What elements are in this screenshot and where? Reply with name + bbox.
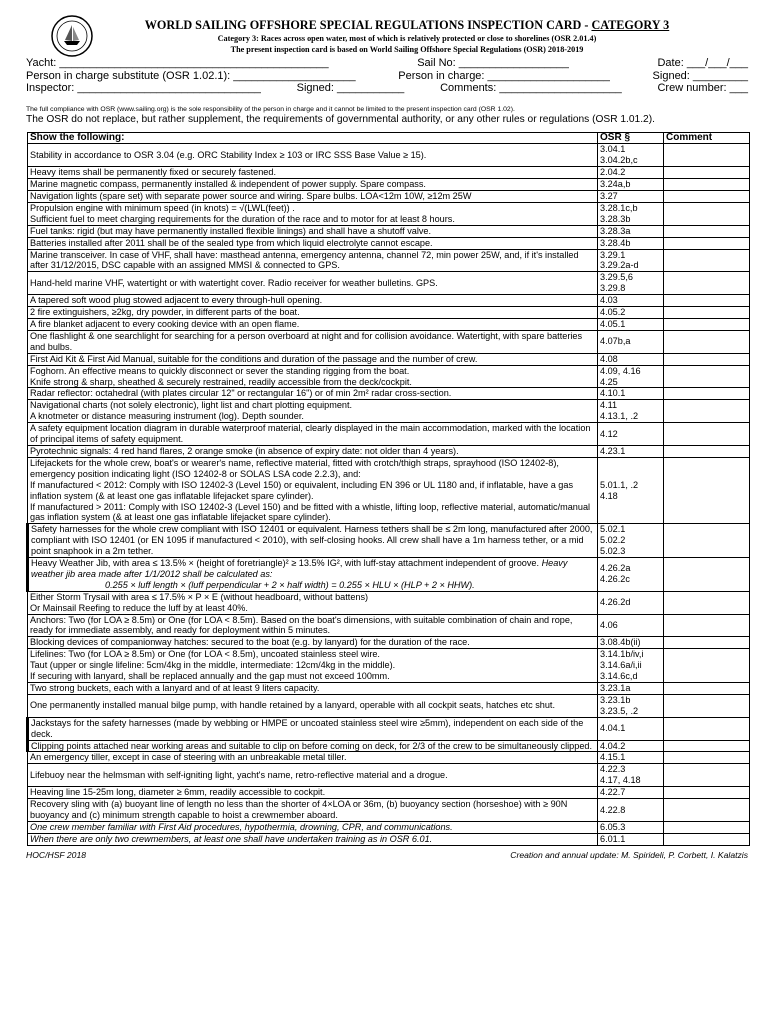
table-row bbox=[28, 649, 750, 683]
requirement-cell bbox=[28, 272, 598, 295]
table-row bbox=[28, 400, 750, 423]
table-row bbox=[28, 764, 750, 787]
table-row bbox=[28, 307, 750, 319]
osr-ref-cell: 4.07b,a bbox=[598, 330, 664, 353]
requirement-text: A fire blanket adjacent to every cooking device with an open flame. bbox=[30, 319, 300, 329]
osr-ref-cell: 4.23.1 bbox=[598, 445, 664, 457]
requirement-cell bbox=[28, 683, 598, 695]
osr-ref-cell: 6.01.1 bbox=[598, 833, 664, 845]
person-in-charge-field[interactable]: Person in charge: ____________________ bbox=[398, 69, 610, 82]
table-row bbox=[28, 558, 750, 592]
requirement-cell bbox=[28, 179, 598, 191]
requirement-cell bbox=[28, 457, 598, 523]
yacht-field[interactable]: Yacht: ____________________________________________ bbox=[26, 57, 329, 69]
osr-ref-cell: 6.05.3 bbox=[598, 821, 664, 833]
requirement-cell bbox=[28, 388, 598, 400]
footer-left: HOC/HSF 2018 bbox=[26, 849, 87, 860]
requirement-text: A tapered soft wood plug stowed adjacent to every through-hull opening. bbox=[30, 295, 323, 306]
table-row bbox=[28, 225, 750, 237]
osr-ref-cell: 2.04.2 bbox=[598, 167, 664, 179]
comment-cell[interactable] bbox=[664, 558, 750, 592]
table-row bbox=[28, 833, 750, 845]
requirement-text: Hand-held marine VHF, watertight or with watertight cover. Radio receiver for weather bulletins. GPS. bbox=[30, 277, 438, 288]
table-row bbox=[28, 637, 750, 649]
requirement-text: Navigational charts (not solely electronic), light list and chart plotting equipment. A knotmeter or distance measuring instrument (log). Depth sounder. bbox=[30, 400, 353, 422]
comment-cell[interactable] bbox=[664, 400, 750, 423]
requirement-cell bbox=[28, 524, 598, 558]
table-row bbox=[28, 683, 750, 695]
osr-ref-cell: 4.08 bbox=[598, 353, 664, 365]
requirement-text: One crew member familiar with First Aid procedures, hypothermia, drowning, CPR, and communications. bbox=[30, 821, 453, 832]
table-row bbox=[28, 423, 750, 446]
osr-ref-cell: 3.29.1 3.29.2a-d bbox=[598, 249, 664, 272]
header-comment: Comment bbox=[664, 132, 750, 144]
subtitle-category: Category 3: Races across open water, most of which is relatively protected or close to shorelines (OSR 2.01.4) bbox=[217, 34, 597, 43]
table-row bbox=[28, 740, 750, 752]
header-item: Show the following: bbox=[28, 132, 598, 144]
comment-cell[interactable] bbox=[664, 319, 750, 331]
requirement-text: Lifebuoy near the helmsman with self-igniting light, yacht's name, retro-reflective material and a drogue. bbox=[30, 769, 448, 780]
osr-ref-cell: 4.26.2a 4.26.2c bbox=[598, 558, 664, 592]
comment-cell[interactable] bbox=[664, 683, 750, 695]
osr-ref-cell: 5.01.1, .2 4.18 bbox=[598, 457, 664, 523]
requirement-cell bbox=[28, 821, 598, 833]
sail-no-field[interactable]: Sail No: __________________ bbox=[417, 57, 569, 69]
table-row bbox=[28, 353, 750, 365]
osr-ref-cell: 3.29.5,6 3.29.8 bbox=[598, 272, 664, 295]
requirement-cell bbox=[28, 191, 598, 203]
title-category: CATEGORY 3 bbox=[591, 18, 670, 32]
requirement-text: Propulsion engine with minimum speed (in knots) = √(LWL(feet)) . Sufficient fuel to meet charging requirements for the duration of the race and to motor for at least 8 hours. bbox=[30, 202, 455, 224]
requirement-text: When there are only two crewmembers, at least one shall have undertaken training as in OSR 6.01. bbox=[30, 833, 433, 844]
inspection-card bbox=[26, 0, 748, 860]
osr-ref-cell: 3.28.4b bbox=[598, 237, 664, 249]
osr-ref-cell: 3.14.1b/iv,i 3.14.6a/i,ii 3.14.6c,d bbox=[598, 649, 664, 683]
comment-cell[interactable] bbox=[664, 740, 750, 752]
world-sailing-logo-icon bbox=[50, 14, 94, 58]
requirement-cell bbox=[28, 295, 598, 307]
requirement-text: Recovery sling with (a) buoyant line of length no less than the shorter of 4×LOA or 36m, (b) buoyancy section (horseshoe) with ≥ 90N buoyancy and (c) minimum strength capable to hoist a crewmember aboard. bbox=[30, 799, 568, 820]
comment-cell[interactable] bbox=[664, 295, 750, 307]
footer-right: Creation and annual update: M. Spirideli, P. Corbett, I. Kalatzis bbox=[510, 849, 748, 860]
comment-cell[interactable] bbox=[664, 179, 750, 191]
osr-ref-cell: 3.23.1b 3.23.5, .2 bbox=[598, 694, 664, 717]
requirement-text: Fuel tanks: rigid (but may have permanently installed flexible linings) and shall have a shutoff valve. bbox=[30, 225, 432, 236]
comment-cell[interactable] bbox=[664, 752, 750, 764]
osr-ref-cell: 4.12 bbox=[598, 423, 664, 446]
comment-cell[interactable] bbox=[664, 330, 750, 353]
table-row bbox=[28, 799, 750, 822]
requirement-text: Navigation lights (spare set) with separate power source and wiring. Spare bulbs. LOA<12m 10W, ≥12m 25W bbox=[30, 191, 472, 202]
osr-ref-cell: 4.26.2d bbox=[598, 591, 664, 614]
osr-ref-cell: 4.05.1 bbox=[598, 319, 664, 331]
comment-cell[interactable] bbox=[664, 167, 750, 179]
requirement-cell bbox=[28, 319, 598, 331]
table-row bbox=[28, 144, 750, 167]
comment-cell[interactable] bbox=[664, 764, 750, 787]
osr-ref-cell: 4.05.2 bbox=[598, 307, 664, 319]
requirement-text: Blocking devices of companionway hatches: secured to the boat (e.g. by lanyard) for the duration of the race. bbox=[30, 637, 470, 648]
table-row bbox=[28, 388, 750, 400]
table-row bbox=[28, 365, 750, 388]
requirement-cell bbox=[28, 787, 598, 799]
requirement-text: Clipping points attached near working areas and suitable to clip on before coming on deck, for 2/3 of the crew to be simultaneously clipped. bbox=[31, 740, 593, 751]
requirement-text: Safety harnesses for the whole crew compliant with ISO 12401 or equivalent. Harness tethers shall be ≤ 2m long, manufactured after 2000, compliant with ISO 12401 (or EN 1095 if manufactured < 2010), with self-closing hooks. All crew shall have a 1m harness tether, or a mid point snaphook in a 2m tether. bbox=[31, 524, 593, 557]
header-fields bbox=[26, 57, 748, 95]
comment-cell[interactable] bbox=[664, 225, 750, 237]
requirement-text: Heavy Weather Jib, with area ≤ 13.5% × (height of foretriangle)² ≥ 13.5% IG², with luff-stay attachment independent of groove. Heavy weather jib area made after 1/1/2012 shall be calculated as: bbox=[31, 558, 568, 579]
requirement-text: Batteries installed after 2011 shall be of the sealed type from which liquid electrolyte cannot escape. bbox=[30, 237, 433, 248]
table-row bbox=[28, 591, 750, 614]
table-row bbox=[28, 191, 750, 203]
table-row bbox=[28, 319, 750, 331]
table-row bbox=[28, 694, 750, 717]
comment-cell[interactable] bbox=[664, 353, 750, 365]
requirement-note: Heavy weather jib area made after 1/1/2012 shall be calculated as: bbox=[31, 558, 568, 579]
osr-ref-cell: 4.06 bbox=[598, 614, 664, 637]
requirement-text: One flashlight & one searchlight for searching for a person overboard at night and for collision avoidance. Watertight, with spare batteries and bulbs. bbox=[30, 330, 583, 352]
comment-cell[interactable] bbox=[664, 821, 750, 833]
comment-cell[interactable] bbox=[664, 524, 750, 558]
comment-cell[interactable] bbox=[664, 249, 750, 272]
table-row bbox=[28, 249, 750, 272]
table-row bbox=[28, 524, 750, 558]
substitute-field[interactable]: Person in charge substitute (OSR 1.02.1): ____________________ bbox=[26, 69, 356, 82]
osr-ref-cell: 4.15.1 bbox=[598, 752, 664, 764]
footer bbox=[26, 850, 748, 860]
comment-cell[interactable] bbox=[664, 365, 750, 388]
comment-cell[interactable] bbox=[664, 717, 750, 740]
requirement-text: Foghorn. An effective means to quickly disconnect or sever the standing rigging from the boat. Knife strong & sharp, sheathed & securely restrained, readily accessible from the deck/cockpit. bbox=[30, 365, 412, 387]
requirement-text: Marine transceiver. In case of VHF, shall have: masthead antenna, emergency antenna, channel 72, min power 25W, and, if it's installed after 31/12/2015, DSC capable with an assigned MMSI & connected to GPS. bbox=[30, 249, 579, 271]
signed-field-1[interactable]: Signed: _________ bbox=[652, 69, 748, 82]
requirement-cell bbox=[28, 445, 598, 457]
requirement-cell bbox=[28, 400, 598, 423]
requirement-cell bbox=[28, 694, 598, 717]
inspector-field[interactable]: Inspector: ______________________________ bbox=[26, 82, 261, 94]
comment-cell[interactable] bbox=[664, 307, 750, 319]
osr-ref-cell: 3.08.4b(ii) bbox=[598, 637, 664, 649]
requirement-cell bbox=[28, 833, 598, 845]
requirement-text: Two strong buckets, each with a lanyard and of at least 9 liters capacity. bbox=[30, 683, 320, 693]
signed-field-2[interactable]: Signed: ___________ bbox=[296, 82, 405, 94]
table-row bbox=[28, 614, 750, 637]
table-row bbox=[28, 202, 750, 225]
comment-cell[interactable] bbox=[664, 202, 750, 225]
requirement-cell bbox=[28, 307, 598, 319]
title-prefix: WORLD SAILING OFFSHORE SPECIAL REGULATIONS INSPECTION CARD - bbox=[144, 18, 592, 32]
requirement-cell bbox=[28, 717, 598, 740]
table-header-row bbox=[28, 132, 750, 144]
osr-ref-cell: 3.04.1 3.04.2b,c bbox=[598, 144, 664, 167]
comment-cell[interactable] bbox=[664, 191, 750, 203]
comment-cell[interactable] bbox=[664, 388, 750, 400]
requirement-text: An emergency tiller, except in case of steering with an unbreakable metal tiller. bbox=[30, 752, 347, 763]
supplement-note: The OSR do not replace, but rather supplement, the requirements of governmental authority, or any other rules or regulations (OSR 1.01.2). bbox=[26, 113, 655, 125]
table-row bbox=[28, 237, 750, 249]
requirement-text: Pyrotechnic signals: 4 red hand flares, 2 orange smoke (in absence of expiry date: not older than 4 years). bbox=[30, 445, 459, 456]
comment-cell[interactable] bbox=[664, 144, 750, 167]
requirement-cell bbox=[28, 202, 598, 225]
requirement-text: Stability in accordance to OSR 3.04 (e.g. ORC Stability Index ≥ 103 or IRC SSS Base Value ≥ 15). bbox=[30, 149, 427, 160]
requirement-text: Heavy items shall be permanently fixed or securely fastened. bbox=[30, 167, 276, 178]
requirement-cell bbox=[28, 330, 598, 353]
table-row bbox=[28, 295, 750, 307]
osr-ref-cell: 4.09, 4.16 4.25 bbox=[598, 365, 664, 388]
osr-ref-cell: 4.22.7 bbox=[598, 787, 664, 799]
osr-ref-cell: 3.24a,b bbox=[598, 179, 664, 191]
requirement-text: One permanently installed manual bilge pump, with handle retained by a lanyard, operable with all cockpit seats, hatches etc shut. bbox=[30, 700, 555, 711]
requirement-cell bbox=[28, 353, 598, 365]
subtitle-basis: The present inspection card is based on World Sailing Offshore Special Regulations (OSR) 2018-2019 bbox=[230, 45, 584, 54]
requirement-formula: 0.255 × luff length × (luff perpendicular + 2 × half width) = 0.255 × HLU × (HLP + 2 × HHW). bbox=[105, 579, 475, 590]
osr-ref-cell: 4.04.1 bbox=[598, 717, 664, 740]
requirement-cell bbox=[28, 225, 598, 237]
card-title bbox=[66, 18, 748, 33]
requirement-text: Lifejackets for the whole crew, boat's or wearer's name, reflective material, fitted with crotch/thigh straps, sprayhood (ISO 12402-8), emergency position indicating light (ISO 12402-8 or SOLAS LSA code 2.2.3), and: If manufactured < 2012: Comply with ISO 12402-3 (Level 150) or equivalent, including EN 396 or UL 1180 and, if inflatable, have a gas inflation system (& at least one gas inflatable lifejacket spare cylinder). If manufactured > 2011: Comply with ISO 12402-3 (Level 150) and be fitted with a whistle, lifting loop, reflective material, automatic/manual gas inflation system (& at least one gas inflatable lifejacket spare cylinder). bbox=[30, 457, 591, 523]
comment-cell[interactable] bbox=[664, 423, 750, 446]
osr-ref-cell: 3.23.1a bbox=[598, 683, 664, 695]
requirement-cell bbox=[28, 167, 598, 179]
requirement-text: Marine magnetic compass, permanently installed & independent of power supply. Spare compass. bbox=[30, 179, 426, 190]
table-row bbox=[28, 821, 750, 833]
table-row bbox=[28, 717, 750, 740]
table-row bbox=[28, 457, 750, 523]
table-row bbox=[28, 167, 750, 179]
requirement-cell bbox=[28, 423, 598, 446]
requirement-cell bbox=[28, 752, 598, 764]
requirement-text: Radar reflector: octahedral (with plates circular 12" or rectangular 16") or of min 2m² radar cross-section. bbox=[30, 388, 452, 399]
table-row bbox=[28, 179, 750, 191]
comment-cell[interactable] bbox=[664, 694, 750, 717]
osr-ref-cell: 3.28.3a bbox=[598, 225, 664, 237]
requirement-text: Heaving line 15-25m long, diameter ≥ 6mm, readily accessible to cockpit. bbox=[30, 787, 326, 798]
osr-ref-cell: 4.03 bbox=[598, 295, 664, 307]
osr-ref-cell: 4.10.1 bbox=[598, 388, 664, 400]
table-row bbox=[28, 445, 750, 457]
comment-cell[interactable] bbox=[664, 272, 750, 295]
requirement-cell bbox=[28, 591, 598, 614]
osr-ref-cell: 4.04.2 bbox=[598, 740, 664, 752]
osr-ref-cell: 4.11 4.13.1, .2 bbox=[598, 400, 664, 423]
requirement-cell bbox=[28, 249, 598, 272]
header-osr: OSR § bbox=[598, 132, 664, 144]
requirement-cell bbox=[28, 365, 598, 388]
comment-cell[interactable] bbox=[664, 237, 750, 249]
table-row bbox=[28, 272, 750, 295]
comment-cell[interactable] bbox=[664, 445, 750, 457]
requirement-cell bbox=[28, 740, 598, 752]
compliance-note: The full compliance with OSR (www.sailing.org) is the sole responsibility of the person in charge and it cannot be limited to the present inspection card (OSR 1.02). bbox=[26, 105, 515, 113]
requirement-text: A safety equipment location diagram in durable waterproof material, clearly displayed in the main accommodation, marked with the location of principal items of safety equipment. bbox=[30, 423, 591, 445]
osr-ref-cell: 3.28.1c,b 3.28.3b bbox=[598, 202, 664, 225]
comment-cell[interactable] bbox=[664, 591, 750, 614]
requirement-cell bbox=[28, 637, 598, 649]
osr-ref-cell: 4.22.8 bbox=[598, 799, 664, 822]
table-row bbox=[28, 752, 750, 764]
requirement-cell bbox=[28, 764, 598, 787]
requirement-text: Either Storm Trysail with area ≤ 17.5% × P × E (without headboard, without battens) Or Mainsail Reefing to reduce the luff by at least 40%. bbox=[30, 591, 369, 613]
comment-cell[interactable] bbox=[664, 649, 750, 683]
requirement-text: Lifelines: Two (for LOA ≥ 8.5m) or One (for LOA < 8.5m), uncoated stainless steel wire. Taut (upper or single lifeline: 5cm/4kg in the middle, intermediate: 12cm/4kg in the middle). If securing with lanyard, shall be replaced annually and the gap must not exceed 100mm. bbox=[30, 649, 396, 682]
comment-cell[interactable] bbox=[664, 799, 750, 822]
comment-cell[interactable] bbox=[664, 833, 750, 845]
comment-cell[interactable] bbox=[664, 637, 750, 649]
requirement-text: 2 fire extinguishers, ≥2kg, dry powder, in different parts of the boat. bbox=[30, 307, 300, 318]
table-row bbox=[28, 330, 750, 353]
requirement-cell bbox=[28, 144, 598, 167]
requirement-cell bbox=[28, 614, 598, 637]
comment-cell[interactable] bbox=[664, 457, 750, 523]
requirement-text: Anchors: Two (for LOA ≥ 8.5m) or One (for LOA < 8.5m). Based on the boat's dimensions, with suitable combination of chain and rope, ready for immediate assembly, and ready for deployment within 5 minutes. bbox=[30, 614, 573, 636]
osr-ref-cell: 3.27 bbox=[598, 191, 664, 203]
requirement-cell bbox=[28, 237, 598, 249]
osr-ref-cell: 4.22.3 4.17, 4.18 bbox=[598, 764, 664, 787]
comment-cell[interactable] bbox=[664, 787, 750, 799]
requirement-cell bbox=[28, 799, 598, 822]
inspection-table bbox=[26, 132, 750, 846]
requirement-text: First Aid Kit & First Aid Manual, suitable for the conditions and duration of the passage and the number of crew. bbox=[30, 353, 478, 364]
comment-cell[interactable] bbox=[664, 614, 750, 637]
table-row bbox=[28, 787, 750, 799]
comments-field[interactable]: Comments: ____________________ bbox=[440, 82, 622, 94]
requirement-cell bbox=[28, 649, 598, 683]
requirement-cell bbox=[28, 558, 598, 592]
requirement-text: Jackstays for the safety harnesses (made by webbing or HMPE or uncoated stainless steel wire ≥5mm), independent on each side of the deck. bbox=[31, 717, 584, 739]
osr-ref-cell: 5.02.1 5.02.2 5.02.3 bbox=[598, 524, 664, 558]
crew-number-field[interactable]: Crew number: ___ bbox=[657, 82, 748, 94]
date-field[interactable]: Date: ___/___/___ bbox=[657, 57, 748, 69]
